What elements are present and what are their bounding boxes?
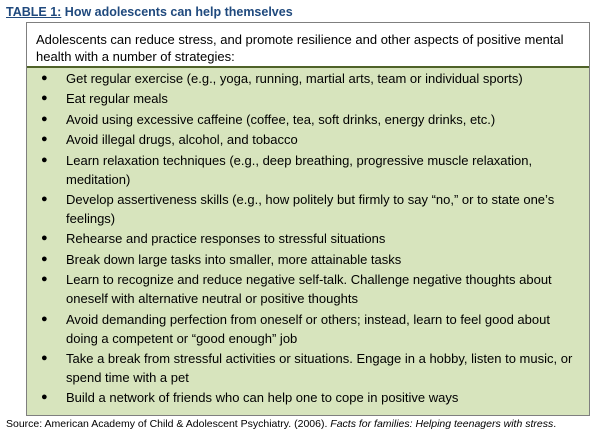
- list-item: [27, 229, 589, 248]
- source-suffix: .: [553, 418, 557, 430]
- bullet-icon: ●: [41, 92, 48, 105]
- bullet-icon: ●: [41, 192, 48, 205]
- list-item: [27, 130, 589, 149]
- table-title: [6, 5, 293, 19]
- bullet-icon: ●: [41, 133, 48, 146]
- source-italic-title: Facts for families: Helping teenagers with stress: [330, 418, 554, 430]
- list-item: [27, 250, 589, 269]
- strategy-text: Build a network of friends who can help one to cope in positive ways: [66, 390, 459, 406]
- strategy-text: Eat regular meals: [66, 91, 168, 107]
- strategies-body: [27, 68, 589, 415]
- bullet-icon: ●: [41, 232, 48, 245]
- strategy-list: [27, 69, 589, 407]
- strategy-text: Avoid using excessive caffeine (coffee, tea, soft drinks, energy drinks, etc.): [66, 111, 496, 127]
- list-item: [27, 69, 589, 88]
- source-citation: [6, 418, 556, 430]
- list-item: [27, 110, 589, 129]
- strategy-text: Get regular exercise (e.g., yoga, running, martial arts, team or individual sports): [66, 71, 523, 86]
- list-item: [27, 388, 589, 407]
- source-prefix: Source: American Academy of Child & Adolescent Psychiatry. (2006).: [6, 418, 331, 430]
- strategy-text: Take a break from stressful activities or situations. Engage in a hobby, listen to music, or spend time with a pet: [66, 350, 573, 385]
- list-item: [27, 349, 589, 387]
- bullet-icon: ●: [41, 312, 48, 325]
- strategy-text: Break down large tasks into smaller, more attainable tasks: [66, 251, 402, 267]
- list-item: [27, 151, 589, 189]
- list-item: [27, 270, 589, 308]
- strategy-text: Avoid demanding perfection from oneself or others; instead, learn to feel good about doing a competent or “good enough” job: [66, 311, 550, 346]
- bullet-icon: ●: [41, 72, 48, 84]
- table-title-text: How adolescents can help themselves: [61, 5, 293, 19]
- strategy-text: Learn relaxation techniques (e.g., deep breathing, progressive muscle relaxation, meditation): [66, 152, 533, 187]
- bullet-icon: ●: [41, 273, 48, 286]
- bullet-icon: ●: [41, 252, 48, 265]
- list-item: [27, 310, 589, 348]
- strategy-text: Rehearse and practice responses to stressful situations: [66, 231, 386, 247]
- strategy-text: Avoid illegal drugs, alcohol, and tobacco: [66, 132, 298, 148]
- list-item: [27, 89, 589, 108]
- strategies-table: [26, 22, 590, 416]
- list-item: [27, 190, 589, 228]
- table-intro: Adolescents can reduce stress, and promote resilience and other aspects of positive mental health with a number of strategies:: [27, 23, 589, 68]
- strategy-text: Develop assertiveness skills (e.g., how politely but firmly to say “no,” or to state one’s feelings): [66, 191, 555, 226]
- bullet-icon: ●: [41, 153, 48, 166]
- table-number: TABLE 1:: [6, 5, 62, 19]
- strategy-text: Learn to recognize and reduce negative self-talk. Challenge negative thoughts about oneself with alternative neutral or positive thoughts: [66, 272, 552, 307]
- bullet-icon: ●: [41, 112, 48, 125]
- bullet-icon: ●: [41, 351, 48, 364]
- bullet-icon: ●: [41, 391, 48, 404]
